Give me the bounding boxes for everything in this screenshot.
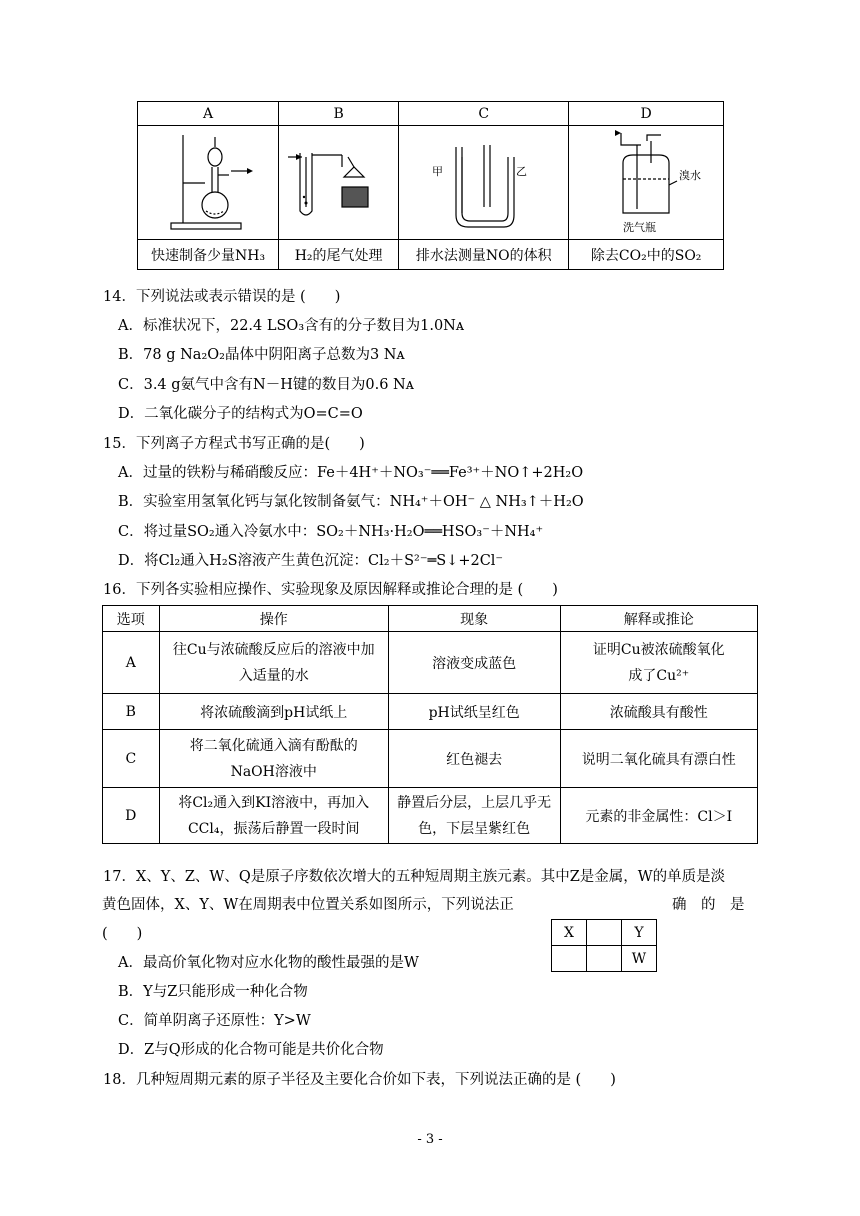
q17-option-b: B．Y与Z只能形成一种化合物 (118, 984, 308, 1000)
q16-cell-explanation: 说明二氧化硫具有漂白性 (560, 730, 758, 788)
q17-paren: ( ) (102, 926, 143, 942)
label-xiushui: 溴水 (679, 168, 702, 182)
gas-washing-bottle-icon (571, 127, 721, 235)
q16-cell-operation: 往Cu与浓硫酸反应后的溶液中加 入适量的水 (159, 632, 388, 694)
periodic-grid (551, 919, 657, 972)
q15-option-a: A．过量的铁粉与稀硝酸反应：Fe＋4H⁺＋NO₃⁻══Fe³⁺＋NO↑+2H₂O (118, 465, 584, 481)
q14-option-b: B．78 g Na₂O₂晶体中阴阳离子总数为3 Nᴀ (118, 347, 405, 363)
q16-cell-operation: 将浓硫酸滴到pH试纸上 (159, 694, 388, 730)
grid-cell: W (622, 946, 657, 972)
q16-header: 解释或推论 (560, 606, 758, 632)
q16-cell-option: B (103, 694, 160, 730)
grid-cell (587, 920, 622, 946)
table-row (103, 694, 758, 730)
grid-cell (587, 946, 622, 972)
grid-cell: X (552, 920, 587, 946)
table-row (103, 730, 758, 788)
q16-header: 选项 (103, 606, 160, 632)
q16-cell-phenomenon: 溶液变成蓝色 (388, 632, 560, 694)
apparatus-header: C (399, 102, 569, 126)
q17-option-a: A．最高价氧化物对应水化物的酸性最强的是W (118, 955, 419, 971)
u-tube-icon (404, 127, 564, 235)
label-xiqiping: 洗气瓶 (623, 220, 657, 234)
q16-cell-option: A (103, 632, 160, 694)
q16-header: 现象 (388, 606, 560, 632)
q16-cell-option: D (103, 788, 160, 844)
q16-stem: 16．下列各实验相应操作、实验现象及原因解释或推论合理的是 ( ) (103, 582, 558, 598)
table-row (103, 788, 758, 844)
label-yi: 乙 (515, 164, 527, 178)
q17-option-d: D．Z与Q形成的化合物可能是共价化合物 (118, 1042, 384, 1058)
apparatus-d-figure (569, 126, 724, 240)
q17-line1: 17．X、Y、Z、W、Q是原子序数依次增大的五种短周期主族元素。其中Z是金属，W的单质是淡 (103, 869, 726, 885)
q17-line2: 黄色固体，X、Y、W在周期表中位置关系如图所示，下列说法正 (102, 897, 514, 913)
q16-header: 操作 (159, 606, 388, 632)
test-tube-icon (284, 127, 394, 235)
q15-option-c: C．将过量SO₂通入冷氨水中：SO₂＋NH₃·H₂O══HSO₃⁻＋NH₄⁺ (118, 524, 544, 540)
grid-cell (552, 946, 587, 972)
q16-cell-explanation: 证明Cu被浓硫酸氧化 成了Cu²⁺ (560, 632, 758, 694)
apparatus-b-figure (279, 126, 399, 240)
q14-option-c: C．3.4 g氨气中含有N－H键的数目为0.6 Nᴀ (118, 377, 414, 393)
apparatus-a-figure (138, 126, 279, 240)
q16-cell-explanation: 浓硫酸具有酸性 (560, 694, 758, 730)
q16-cell-option: C (103, 730, 160, 788)
apparatus-c-figure (399, 126, 569, 240)
q16-cell-phenomenon: pH试纸呈红色 (388, 694, 560, 730)
apparatus-header: D (569, 102, 724, 126)
table-row (103, 632, 758, 694)
q17-option-c: C．简单阴离子还原性：Y>W (118, 1013, 311, 1029)
apparatus-header: A (138, 102, 279, 126)
q15-stem: 15．下列离子方程式书写正确的是( ) (103, 436, 365, 452)
apparatus-caption: 快速制备少量NH₃ (138, 240, 279, 270)
grid-cell: Y (622, 920, 657, 946)
apparatus-header: B (279, 102, 399, 126)
q16-cell-phenomenon: 静置后分层，上层几乎无 色，下层呈紫红色 (388, 788, 560, 844)
q14-option-a: A．标准状况下，22.4 LSO₃含有的分子数目为1.0Nᴀ (118, 318, 465, 334)
apparatus-caption: 排水法测量NO的体积 (399, 240, 569, 270)
q15-option-d: D．将Cl₂通入H₂S溶液产生黄色沉淀：Cl₂＋S²⁻═S↓+2Cl⁻ (118, 553, 504, 569)
label-jia: 甲 (431, 164, 443, 178)
flask-apparatus-icon (143, 127, 273, 235)
q16-table (102, 605, 758, 844)
q17-line2b: 确 的 是 (672, 897, 745, 913)
apparatus-table (137, 101, 724, 270)
q16-cell-phenomenon: 红色褪去 (388, 730, 560, 788)
q15-option-b: B．实验室用氢氧化钙与氯化铵制备氨气：NH₄⁺＋OH⁻ △ NH₃↑＋H₂O (118, 494, 584, 510)
page-number: - 3 - (417, 1132, 443, 1147)
q16-cell-operation: 将二氧化硫通入滴有酚酞的 NaOH溶液中 (159, 730, 388, 788)
q16-cell-explanation: 元素的非金属性：Cl＞I (560, 788, 758, 844)
q16-cell-operation: 将Cl₂通入到KI溶液中，再加入 CCl₄，振荡后静置一段时间 (159, 788, 388, 844)
apparatus-caption: 除去CO₂中的SO₂ (569, 240, 724, 270)
q14-stem: 14．下列说法或表示错误的是 ( ) (103, 289, 341, 305)
apparatus-caption: H₂的尾气处理 (279, 240, 399, 270)
q18-stem: 18．几种短周期元素的原子半径及主要化合价如下表，下列说法正确的是 ( ) (103, 1072, 616, 1088)
q14-option-d: D．二氧化碳分子的结构式为O=C=O (118, 406, 363, 422)
